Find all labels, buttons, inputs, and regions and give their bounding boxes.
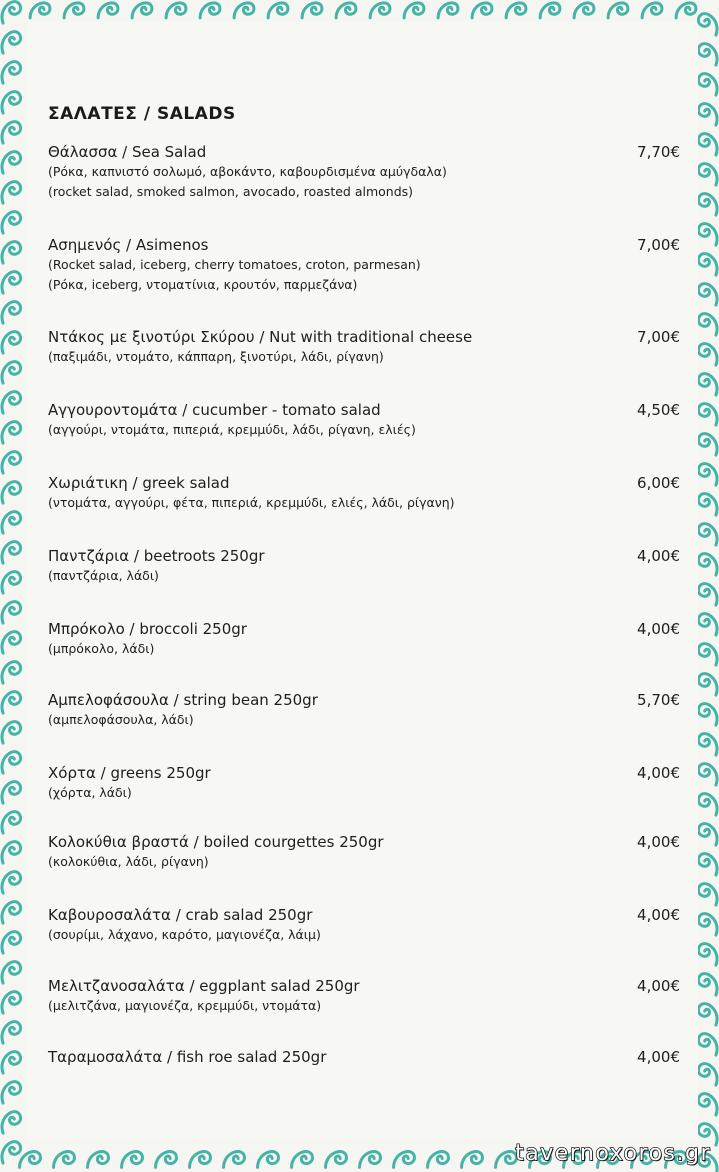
item-name: Παντζάρια / beetroots 250gr: [48, 547, 265, 565]
section-title: ΣΑΛΑΤΕΣ / SALADS: [48, 104, 236, 124]
menu-item: [48, 1047, 688, 1067]
item-price: 4,00€: [637, 620, 680, 638]
item-description: (παντζάρια, λάδι): [48, 568, 159, 583]
item-description: (σουρίμι, λάχανο, καρότο, μαγιονέζα, λάιμ): [48, 927, 321, 942]
item-description: (Ρόκα, καπνιστό σολωμό, αβοκάντο, καβουρδισμένα αμύγδαλα): [48, 164, 447, 179]
item-price: 4,00€: [637, 833, 680, 851]
item-price: 5,70€: [637, 691, 680, 709]
item-description: (αμπελοφάσουλα, λάδι): [48, 712, 194, 727]
item-name: Μελιτζανοσαλάτα / eggplant salad 250gr: [48, 977, 360, 995]
item-price: 6,00€: [637, 474, 680, 492]
item-price: 7,00€: [637, 328, 680, 346]
menu-item: [48, 690, 688, 730]
item-description: (χόρτα, λάδι): [48, 785, 132, 800]
item-price: 7,70€: [637, 143, 680, 161]
item-name: Ντάκος με ξινοτύρι Σκύρου / Nut with traditional cheese: [48, 328, 473, 346]
item-description: (Ρόκα, iceberg, ντοματίνια, κρουτόν, παρμεζάνα): [48, 277, 358, 292]
item-name: Ταραμοσαλάτα / fish roe salad 250gr: [48, 1048, 327, 1066]
item-name: Κολοκύθια βραστά / boiled courgettes 250gr: [48, 833, 384, 851]
item-name: Χωριάτικη / greek salad: [48, 474, 230, 492]
menu-item: [48, 142, 688, 202]
menu-item: [48, 832, 688, 872]
menu-item: [48, 546, 688, 586]
item-price: 4,00€: [637, 547, 680, 565]
item-name: Χόρτα / greens 250gr: [48, 764, 211, 782]
item-price: 7,00€: [637, 236, 680, 254]
item-name: Αμπελοφάσουλα / string bean 250gr: [48, 691, 318, 709]
item-price: 4,00€: [637, 906, 680, 924]
item-price: 4,00€: [637, 764, 680, 782]
item-description: (αγγούρι, ντομάτα, πιπεριά, κρεμμύδι, λάδι, ρίγανη, ελιές): [48, 422, 416, 437]
item-description: (μελιτζάνα, μαγιονέζα, κρεμμύδι, ντομάτα): [48, 998, 322, 1013]
item-description: (Rocket salad, iceberg, cherry tomatoes, croton, parmesan): [48, 257, 421, 272]
item-name: Θάλασσα / Sea Salad: [48, 143, 207, 161]
item-description: (ντομάτα, αγγούρι, φέτα, πιπεριά, κρεμμύδι, ελιές, λάδι, ρίγανη): [48, 495, 455, 510]
menu-item: [48, 976, 688, 1016]
website-watermark: tavernoxoros.gr: [515, 1141, 711, 1166]
menu-item: [48, 327, 688, 367]
item-price: 4,50€: [637, 401, 680, 419]
item-name: Μπρόκολο / broccoli 250gr: [48, 620, 247, 638]
menu-item: [48, 400, 688, 440]
item-name: Ασημενός / Asimenos: [48, 236, 209, 254]
item-description: (παξιμάδι, ντομάτο, κάππαρη, ξινοτύρι, λάδι, ρίγανη): [48, 349, 384, 364]
item-name: Αγγουροντομάτα / cucumber - tomato salad: [48, 401, 381, 419]
item-description: (rocket salad, smoked salmon, avocado, roasted almonds): [48, 184, 414, 199]
item-description: (κολοκύθια, λάδι, ρίγανη): [48, 854, 209, 869]
item-name: Καβουροσαλάτα / crab salad 250gr: [48, 906, 313, 924]
menu-item: [48, 235, 688, 295]
item-price: 4,00€: [637, 977, 680, 995]
item-description: (μπρόκολο, λάδι): [48, 641, 155, 656]
menu-item: [48, 619, 688, 659]
menu-item: [48, 905, 688, 945]
item-price: 4,00€: [637, 1048, 680, 1066]
menu-item: [48, 763, 688, 803]
menu-item: [48, 473, 688, 513]
